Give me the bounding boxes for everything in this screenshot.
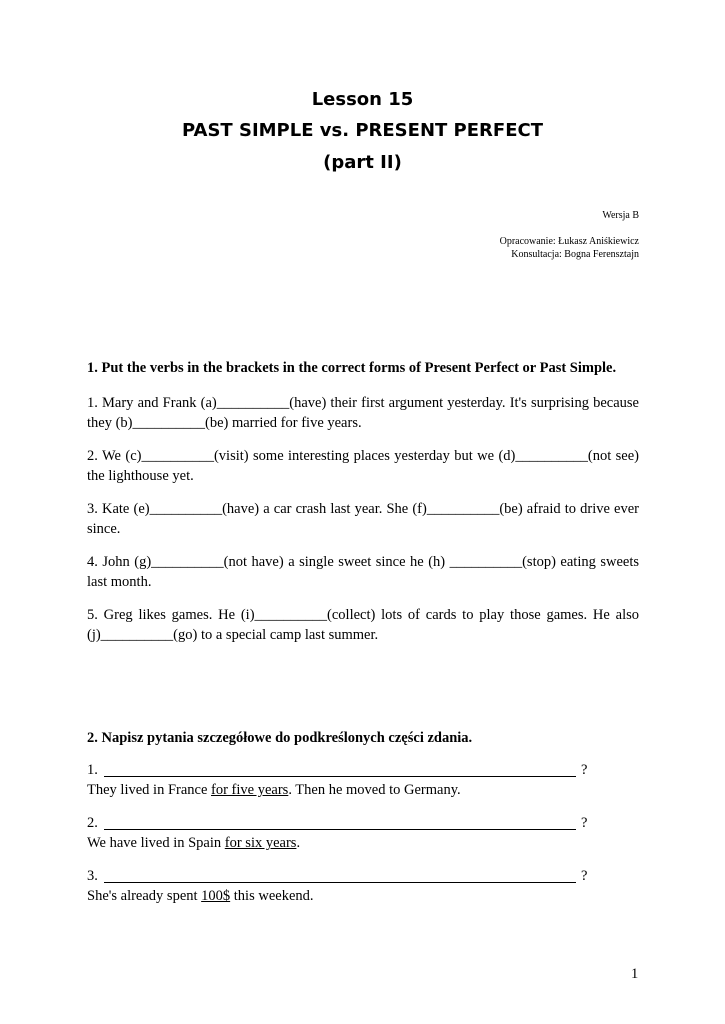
exercise1-item-1: 1. Mary and Frank (a)__________(have) their first argument yesterday. It's surprising because they (b)__________(be) married for five years. <box>87 395 639 431</box>
answer-blank[interactable] <box>104 776 576 777</box>
underlined-part: for five years <box>211 782 289 798</box>
exercise1-item-2: 2. We (c)__________(visit) some interesting places yesterday but we (d)__________(not see) the lighthouse yet. <box>87 448 639 484</box>
question-line-3 <box>87 868 639 888</box>
sentence-text: They lived in France <box>87 782 212 798</box>
question-number: 1. <box>87 762 98 778</box>
exercise1-item-4: 4. John (g)__________(not have) a single sweet since he (h) __________(stop) eating sweets last month. <box>87 554 639 590</box>
sentence-text: She's already spent <box>87 888 202 904</box>
underlined-part: for six years <box>224 835 297 851</box>
sentence-2 <box>87 835 300 852</box>
exercise1-heading: 1. Put the verbs in the brackets in the correct forms of Present Perfect or Past Simple. <box>87 360 617 376</box>
author-label: Opracowanie: Łukasz Aniśkiewicz <box>499 236 639 247</box>
exercise1-item-3: 3. Kate (e)__________(have) a car crash last year. She (f)__________(be) afraid to drive ever since. <box>87 501 639 537</box>
question-mark: ? <box>581 762 588 778</box>
question-number: 2. <box>87 815 98 831</box>
consultant-label: Konsultacja: Bogna Ferensztajn <box>511 249 639 260</box>
question-number: 3. <box>87 868 98 884</box>
question-line-1 <box>87 762 639 782</box>
sentence-text: We have lived in Spain <box>87 835 225 851</box>
sentence-text: . <box>296 835 301 851</box>
sentence-text: . Then he moved to Germany. <box>288 782 461 798</box>
question-line-2 <box>87 815 639 835</box>
question-mark: ? <box>581 868 588 884</box>
part-title: (part II) <box>323 152 402 173</box>
sentence-text: this weekend. <box>230 888 314 904</box>
sentence-3 <box>87 888 314 905</box>
page-number: 1 <box>631 966 639 982</box>
exercise2-heading: 2. Napisz pytania szczegółowe do podkreślonych części zdania. <box>87 730 473 746</box>
question-mark: ? <box>581 815 588 831</box>
exercise1-item-5: 5. Greg likes games. He (i)__________(collect) lots of cards to play those games. He also (j)__________(go) to a special camp last summer. <box>87 607 639 643</box>
sentence-1 <box>87 782 461 799</box>
lesson-title: Lesson 15 <box>311 89 414 110</box>
answer-blank[interactable] <box>104 829 576 830</box>
answer-blank[interactable] <box>104 882 576 883</box>
version-label: Wersja B <box>602 210 639 221</box>
underlined-part: 100$ <box>201 888 231 904</box>
topic-title: PAST SIMPLE vs. PRESENT PERFECT <box>182 120 543 141</box>
